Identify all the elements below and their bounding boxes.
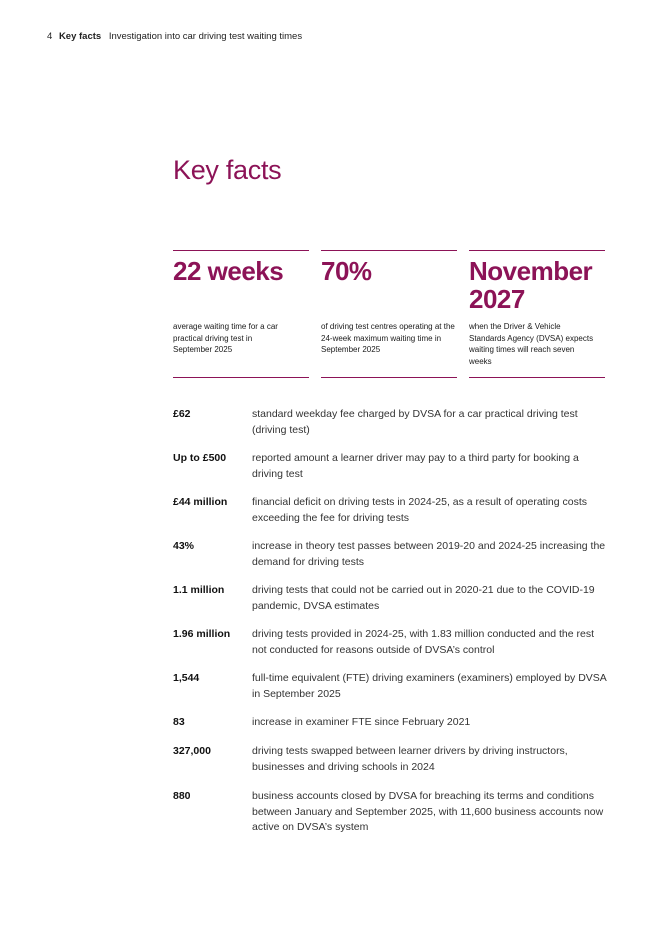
fact-value: 1.1 million (173, 584, 225, 596)
fact-description: reported amount a learner driver may pay to a third party for booking a driving test (252, 452, 579, 480)
fact-description: standard weekday fee charged by DVSA for a car practical driving test (driving test) (252, 408, 578, 436)
fact-value: 1,544 (173, 672, 200, 684)
fact-value: 327,000 (173, 745, 211, 757)
fact-value: £62 (173, 408, 191, 420)
fact-description: driving tests that could not be carried out in 2020-21 due to the COVID-19 pandemic, DVSA estimates (252, 584, 595, 612)
stat-card-test-centres (321, 250, 457, 378)
fact-value: Up to £500 (173, 452, 227, 464)
fact-value: 43% (173, 540, 195, 552)
fact-description: business accounts closed by DVSA for breaching its terms and conditions between January and September 2025, with 11,600 business accounts now active on DVSA’s system (252, 790, 604, 833)
stat-value: 22 weeks (173, 256, 284, 286)
stat-card-waiting-time (173, 250, 309, 378)
headline-stats (173, 250, 605, 378)
running-head (47, 31, 302, 43)
stat-value: November 2027 (469, 256, 593, 314)
stat-description: average waiting time for a car practical driving test in September 2025 (173, 322, 278, 354)
fact-value: 1.96 million (173, 628, 231, 640)
running-head-title: Investigation into car driving test waiting times (108, 31, 303, 42)
page-number: 4 (47, 31, 53, 42)
fact-value: £44 million (173, 496, 228, 508)
stat-description: of driving test centres operating at the 24-week maximum waiting time in September 2025 (321, 322, 455, 354)
fact-description: full-time equivalent (FTE) driving examiners (examiners) employed by DVSA in September 2025 (252, 672, 607, 700)
stat-value: 70% (321, 256, 372, 286)
stat-description: when the Driver & Vehicle Standards Agency (DVSA) expects waiting times will reach seven weeks (469, 322, 594, 366)
fact-description: financial deficit on driving tests in 2024-25, as a result of operating costs exceeding the fee for driving tests (252, 496, 588, 524)
fact-description: driving tests provided in 2024-25, with 1.83 million conducted and the rest not conducted for reasons outside of DVSA’s control (252, 628, 595, 656)
fact-value: 83 (173, 716, 185, 728)
stat-card-target-date (469, 250, 605, 378)
page-title: Key facts (173, 155, 282, 185)
running-head-section: Key facts (58, 31, 102, 42)
fact-description: driving tests swapped between learner drivers by driving instructors, businesses and driving schools in 2024 (252, 745, 568, 773)
fact-value: 880 (173, 790, 191, 802)
fact-description: increase in theory test passes between 2019-20 and 2024-25 increasing the demand for driving tests (252, 540, 606, 568)
fact-description: increase in examiner FTE since February 2021 (252, 716, 471, 728)
